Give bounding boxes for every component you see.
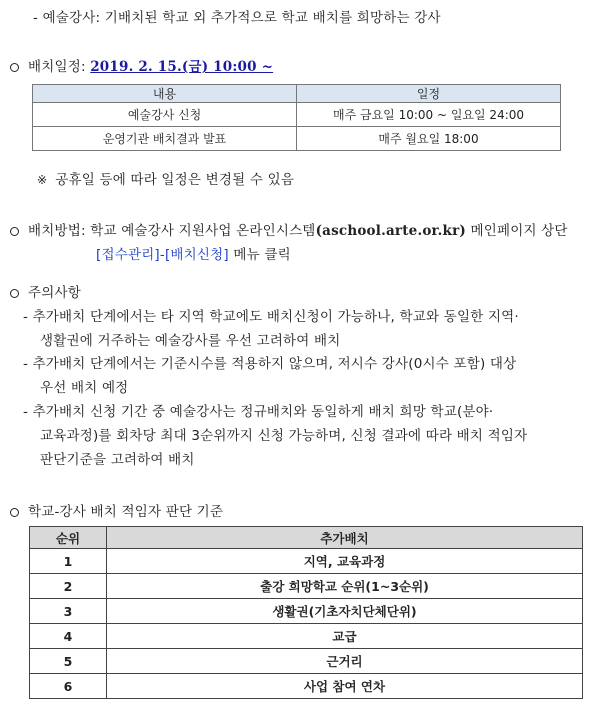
criteria-col-additional: 추가배치 <box>107 527 583 549</box>
table-row <box>30 674 583 699</box>
table-row <box>30 624 583 649</box>
table-row <box>33 103 561 127</box>
schedule-cell: 매주 금요일 10:00 ~ 일요일 24:00 <box>297 103 561 127</box>
criteria-rank: 5 <box>30 649 107 674</box>
criteria-table <box>29 526 583 699</box>
criteria-item: 사업 참여 연차 <box>107 674 583 699</box>
schedule-cell: 예술강사 신청 <box>33 103 297 127</box>
schedule-date: 2019. 2. 15.(금) 10:00 ~ <box>90 59 274 75</box>
table-row <box>30 599 583 624</box>
method-line-1 <box>10 219 568 239</box>
notes-line: - 추가배치 단계에서는 기준시수를 적용하지 않으며, 저시수 강사(0시수 포함) 대상 <box>23 356 517 372</box>
schedule-note-text: 공휴일 등에 따라 일정은 변경될 수 있음 <box>55 172 295 188</box>
schedule-cell: 운영기관 배치결과 발표 <box>33 127 297 151</box>
table-row <box>30 574 583 599</box>
circle-bullet-icon <box>10 63 19 72</box>
method-text-end: 메뉴 클릭 <box>228 247 291 263</box>
criteria-rank: 1 <box>30 549 107 574</box>
schedule-heading <box>10 55 273 75</box>
schedule-table <box>32 84 561 151</box>
criteria-item: 지역, 교육과정 <box>107 549 583 574</box>
notes-line: 우선 배치 예정 <box>40 380 129 396</box>
criteria-rank: 4 <box>30 624 107 649</box>
schedule-label: 배치일정: <box>28 59 86 75</box>
circle-bullet-icon <box>10 289 19 298</box>
method-line-2 <box>96 243 291 263</box>
criteria-heading <box>10 500 223 520</box>
circle-bullet-icon <box>10 508 19 517</box>
criteria-col-rank: 순위 <box>30 527 107 549</box>
method-text: 학교 예술강사 지원사업 온라인시스템 <box>90 223 316 239</box>
notes-line: - 추가배치 단계에서는 타 지역 학교에도 배치신청이 가능하나, 학교와 동일한 지역· <box>23 309 519 325</box>
criteria-table-header <box>30 527 583 549</box>
site-address: (aschool.arte.or.kr) <box>315 223 466 239</box>
notes-line: 판단기준을 고려하여 배치 <box>40 452 195 468</box>
criteria-title: 학교-강사 배치 적임자 판단 기준 <box>28 504 224 520</box>
schedule-col-content: 내용 <box>33 85 297 103</box>
schedule-table-header <box>33 85 561 103</box>
circle-bullet-icon <box>10 227 19 236</box>
notes-line: 생활권에 거주하는 예술강사를 우선 고려하여 배치 <box>40 333 341 349</box>
menu-path: [접수관리]-[배치신청] <box>96 247 229 263</box>
criteria-rank: 3 <box>30 599 107 624</box>
schedule-col-date: 일정 <box>297 85 561 103</box>
criteria-rank: 6 <box>30 674 107 699</box>
table-row <box>33 127 561 151</box>
notes-heading <box>10 281 81 301</box>
method-label: 배치방법: <box>28 223 86 239</box>
schedule-cell: 매주 월요일 18:00 <box>297 127 561 151</box>
reference-mark-icon: ※ <box>37 173 48 187</box>
schedule-note <box>37 168 294 188</box>
method-text-tail: 메인페이지 상단 <box>466 223 568 239</box>
criteria-item: 근거리 <box>107 649 583 674</box>
table-row <box>30 649 583 674</box>
table-row <box>30 549 583 574</box>
criteria-item: 교급 <box>107 624 583 649</box>
notes-title: 주의사항 <box>28 285 81 301</box>
notes-line: 교육과정)를 회차당 최대 3순위까지 신청 가능하며, 신청 결과에 따라 배치 적임자 <box>40 428 528 444</box>
criteria-item: 출강 희망학교 순위(1~3순위) <box>107 574 583 599</box>
notes-line: - 추가배치 신청 기간 중 예술강사는 정규배치와 동일하게 배치 희망 학교(분야· <box>23 404 494 420</box>
criteria-rank: 2 <box>30 574 107 599</box>
intro-line: - 예술강사: 기배치된 학교 외 추가적으로 학교 배치를 희망하는 강사 <box>33 10 441 26</box>
criteria-item: 생활권(기초자치단체단위) <box>107 599 583 624</box>
